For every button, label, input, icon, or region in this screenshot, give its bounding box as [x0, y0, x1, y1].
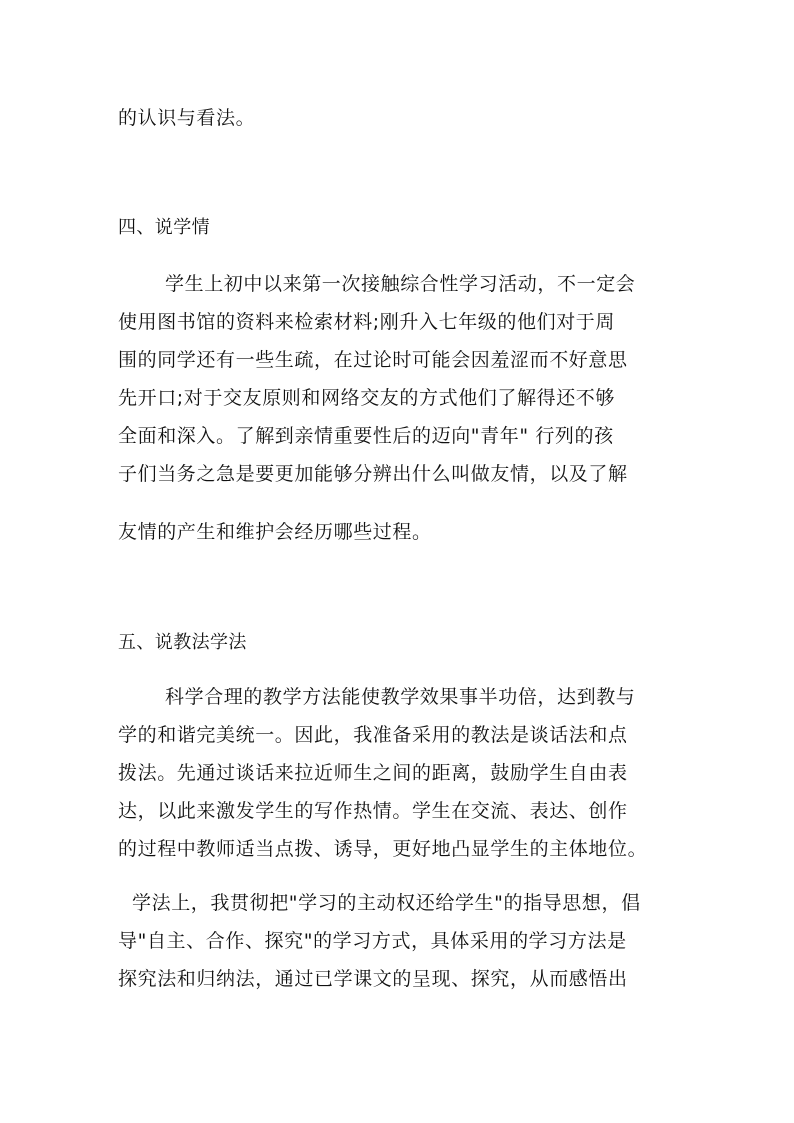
section-5-line: 学的和谐完美统一。因此，我准备采用的教法是谈话法和点 [118, 724, 628, 746]
section-4-line: 学生上初中以来第一次接触综合性学习活动，不一定会 [165, 273, 636, 295]
section-5-line: 科学合理的教学方法能使教学效果事半功倍，达到教与 [165, 686, 636, 708]
section-4-line: 全面和深入。了解到亲情重要性后的迈向"青年" 行列的孩 [118, 425, 614, 447]
section-5-line: 拨法。先通过谈话来拉近师生之间的距离，鼓励学生自由表 [118, 762, 628, 784]
section-4-line: 使用图书馆的资料来检索材料;刚升入七年级的他们对于周 [118, 311, 616, 333]
section-5-line: 的过程中教师适当点拨、诱导，更好地凸显学生的主体地位。 [118, 838, 648, 860]
section-5-line: 学法上，我贯彻把"学习的主动权还给学生"的指导思想，倡 [132, 892, 641, 914]
section-5-line: 导"自主、合作、探究"的学习方式，具体采用的学习方法是 [118, 930, 627, 952]
section-4-heading: 四、说学情 [118, 217, 210, 238]
section-4-line: 子们当务之急是要更加能够分辨出什么叫做友情，以及了解 [118, 463, 628, 485]
section-5-line: 探究法和归纳法，通过已学课文的呈现、探究，从而感悟出 [118, 968, 628, 990]
intro-tail-text: 的认识与看法。 [118, 107, 256, 129]
section-5-line: 达，以此来激发学生的写作热情。学生在交流、表达、创作 [118, 800, 628, 822]
section-4-line: 围的同学还有一些生疏，在过论时可能会因羞涩而不好意思 [118, 349, 628, 371]
section-4-line: 友情的产生和维护会经历哪些过程。 [118, 521, 432, 543]
section-4-line: 先开口;对于交友原则和网络交友的方式他们了解得还不够 [118, 387, 616, 409]
section-5-heading: 五、说教法学法 [118, 632, 247, 653]
